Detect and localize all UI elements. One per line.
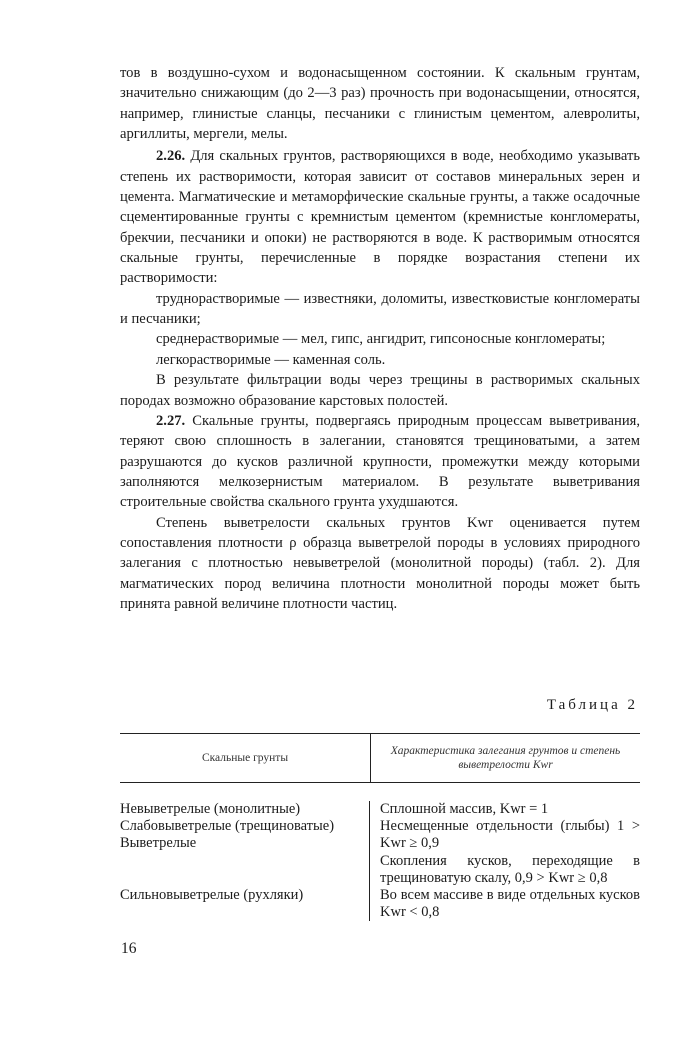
table-header-row <box>120 734 640 782</box>
table-cell-right-3: Скопления кусков, переходящие в трещиноватую скалу, 0,9 > Kwr ≥ 0,8 <box>380 852 640 886</box>
table-cell-right-1: Сплошной массив, Kwr = 1 <box>380 801 549 817</box>
paragraph-karst: В результате фильтрации воды через трещины в растворимых скальных породах возможно образование карстовых полостей. <box>120 372 640 409</box>
table-body <box>120 783 640 921</box>
clause-number-2-27: 2.27. <box>156 412 186 429</box>
table-cell-right-4: Во всем массиве в виде отдельных кусков Kwr < 0,8 <box>380 887 640 921</box>
page-number: 16 <box>121 940 137 957</box>
table-cell-left-3: Выветрелые <box>120 835 197 852</box>
clause-number-2-26: 2.26. <box>156 148 186 165</box>
table-spacer <box>120 853 361 870</box>
list-item-easily-soluble: легкорастворимые — каменная соль. <box>156 351 386 368</box>
clause-text-2-26: Для скальных грунтов, растворяющихся в воде, необходимо указывать степень их растворимости, которая зависит от составов минеральных зерен и цемента. Магматические и метаморфические скальные грунты, а также осадочные сцементированные грунты с кремнистым цементом (кремнистые конгломераты, брекчии, песчаники и опоки) не растворяются в воде. К растворимым относятся скальные грунты, перечисленные в порядке возрастания степени их растворимости: <box>120 148 640 287</box>
list-item-poorly-soluble: труднорастворимые — известняки, доломиты, известковистые конгломераты и песчаники; <box>120 290 640 328</box>
table-cell-left-2: Слабовыветрелые (трещиноватые) <box>120 818 335 835</box>
paragraph-2-27 <box>120 411 640 513</box>
paragraph-continuation: тов в воздушно-сухом и водонасыщенном состоянии. К скальным грунтам, значительно снижающим (до 2—3 раз) прочность при водонасыщении, относятся, например, глинистые сланцы, песчаники с глинистым цементом, алевролиты, аргиллиты, мергели, мелы. <box>120 65 640 143</box>
table-header-right: Характеристика залегания грунтов и степень выветрелости Kwr <box>390 745 621 771</box>
table-column-right <box>370 801 640 921</box>
table-caption: Таблица 2 <box>546 697 638 713</box>
paragraph-2-26 <box>120 146 640 288</box>
table-cell-left-4: Сильновыветрелые (рухляки) <box>120 886 304 903</box>
clause-text-2-27: Скальные грунты, подвергаясь природным процессам выветривания, теряют свою сплошность в залегании, становятся трещиноватыми, а затем разрушаются до кусков различной крупности, промежутки между которыми заполняются мелкозернистым материалом. В результате выветривания строительные свойства скального грунта ухудшаются. <box>120 412 640 511</box>
table-spacer <box>120 870 361 887</box>
table <box>120 733 640 921</box>
paragraph-weathering-degree: Степень выветрелости скальных грунтов Kwr оценивается путем сопоставления плотности ρ образца выветрелой породы в условиях природного залегания с плотностью невыветрелой (монолитной породы) (табл. 2). Для магматических пород величина плотности монолитной породы может быть принята равной величине плотности частиц. <box>120 514 640 612</box>
table-cell-left-1: Невыветрелые (монолитные) <box>120 801 301 817</box>
body-text <box>120 63 640 614</box>
table-cell-right-2: Несмещенные отдельности (глыбы) 1 > Kwr ≥ 0,9 <box>380 818 640 852</box>
table-header-left: Скальные грунты <box>120 734 371 782</box>
table-column-left <box>120 801 370 921</box>
list-item-medium-soluble: среднерастворимые — мел, гипс, ангидрит, гипсоносные конгломераты; <box>156 331 606 348</box>
